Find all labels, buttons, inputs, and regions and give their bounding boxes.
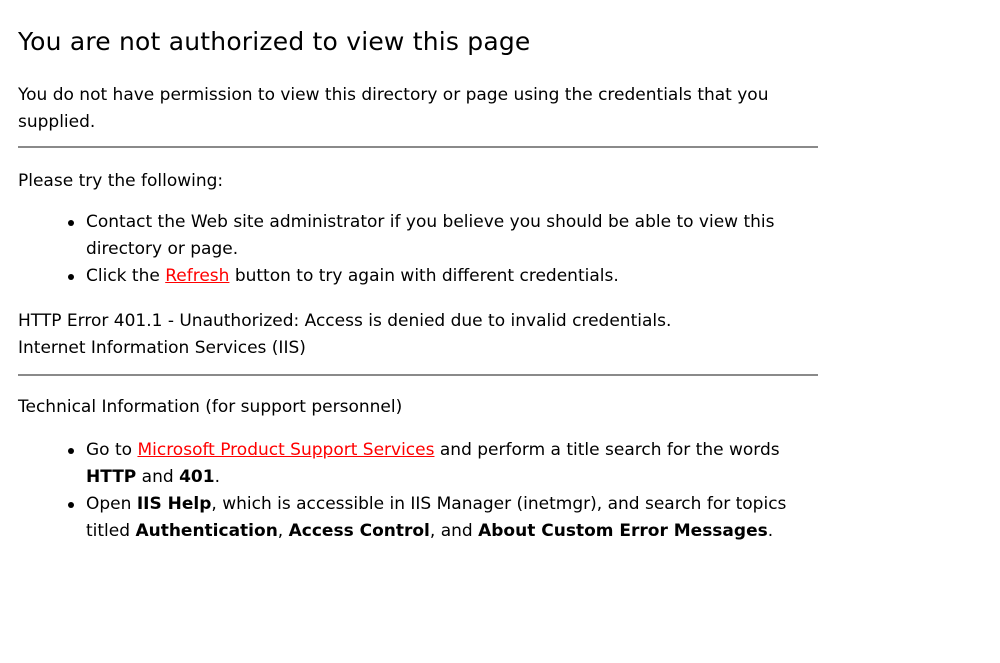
tech-list <box>18 437 818 545</box>
help-comma: , <box>277 521 289 541</box>
error-block <box>18 308 818 362</box>
support-prefix: Go to <box>86 440 138 460</box>
topic-access-control: Access Control <box>288 521 430 541</box>
support-services-link[interactable]: Microsoft Product Support Services <box>137 440 435 460</box>
support-and: and <box>136 467 180 487</box>
error-page <box>18 24 818 545</box>
list-item <box>86 209 818 263</box>
help-and: , and <box>429 521 479 541</box>
suggestions-list <box>18 209 818 290</box>
help-prefix: Open <box>86 494 137 514</box>
contact-text: Contact the Web site administrator if you believe you should be able to view this directory or page. <box>86 212 775 259</box>
support-end: . <box>214 467 220 487</box>
topic-custom-errors: About Custom Error Messages <box>478 521 768 541</box>
list-item <box>86 491 818 545</box>
topic-authentication: Authentication <box>135 521 278 541</box>
refresh-suffix: button to try again with different credentials. <box>229 266 619 286</box>
support-middle: and perform a title search for the words <box>434 440 780 460</box>
refresh-prefix: Click the <box>86 266 166 286</box>
server-name-text: Internet Information Services (IIS) <box>18 338 306 358</box>
try-heading: Please try the following: <box>18 171 224 191</box>
keyword-401: 401 <box>179 467 215 487</box>
page-title: You are not authorized to view this page <box>18 27 531 56</box>
divider-top <box>18 146 818 148</box>
list-item <box>86 437 818 491</box>
refresh-link[interactable]: Refresh <box>165 266 230 286</box>
intro-text: You do not have permission to view this directory or page using the credentials that you supplied. <box>18 85 769 132</box>
tech-heading: Technical Information (for support personnel) <box>18 397 403 417</box>
keyword-http: HTTP <box>86 467 137 487</box>
iis-help-text: IIS Help <box>136 494 212 514</box>
help-end: . <box>767 521 774 541</box>
help-middle: , which is accessible in IIS Manager (inetmgr), and search for topics titled <box>86 494 787 541</box>
divider-bottom <box>18 374 818 376</box>
error-code-text: HTTP Error 401.1 - Unauthorized: Access is denied due to invalid credentials. <box>18 311 672 331</box>
list-item <box>86 263 818 290</box>
